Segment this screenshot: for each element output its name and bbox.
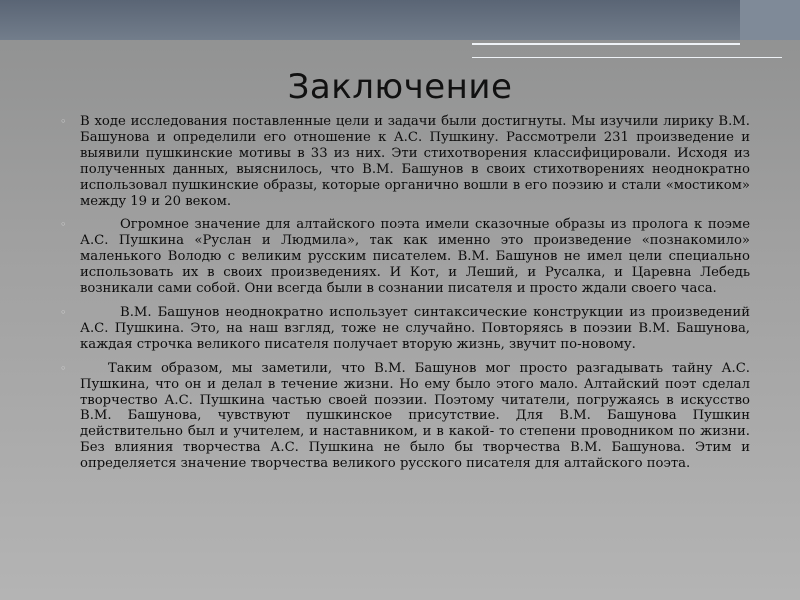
paragraph-4-text: Таким образом, мы заметили, что В.М. Башунов мог просто разгадывать тайну А.С. Пушкина, что он и делал в течение жизни. Но ему было этого мало. Алтайский поэт сделал творчество А.С. Пушкина частью своей поэзии. Поэтому читатели, погружаясь в искусство В.М. Башунова, чувствуют пушкинское присутствие. Для В.М. Башунова Пушкин действительно был и учителем, и наставником, и в какой- то степени проводником по жизни. Без влияния творчества А.С. Пушкина не было бы творчества В.М. Башунова. Этим и определяется значение творчества великого русского писателя для алтайского поэта.	[80, 360, 750, 472]
slide-content	[60, 114, 750, 480]
paragraph-3-text: В.М. Башунов неоднократно использует синтаксические конструкции из произведений А.С. Пушкина. Это, на наш взгляд, тоже не случайно. Повторяясь в поэзии В.М. Башунова, каждая строчка великого писателя получает вторую жизнь, звучит по-новому.	[80, 304, 750, 352]
top-banner	[0, 0, 800, 40]
slide-title: Заключение	[287, 67, 513, 107]
paragraph-1	[60, 114, 750, 209]
bullet-icon: ◦	[60, 361, 67, 375]
bullet-icon: ◦	[60, 115, 67, 128]
decorative-rule-upper	[472, 43, 740, 45]
paragraph-3	[60, 305, 750, 353]
paragraph-2	[60, 217, 750, 297]
paragraph-2-text: Огромное значение для алтайского поэта имели сказочные образы из пролога к поэме А.С. Пушкина «Руслан и Людмила», так как именно это произведение «познакомило» маленького Володю с великим русским писателем. В.М. Башунов не имел цели специально использовать их в своих произведениях. И Кот, и Леший, и Русалка, и Царевна Лебедь возникали сами собой. Они всегда были в сознании писателя и просто ждали своего часа.	[80, 217, 750, 297]
paragraph-1-text: В ходе исследования поставленные цели и задачи были достигнуты. Мы изучили лирику В.М. Башунова и определили его отношение к А.С. Пушкину. Рассмотрели 231 произведение и выявили пушкинские мотивы в 33 из них. Эти стихотворения классифицировали. Исходя из полученных данных, выяснилось, что В.М. Башунов в своих стихотворениях неоднократно использовал пушкинские образы, которые органично вошли в его поэзию и стали «мостиком» между 19 и 20 веком.	[80, 114, 750, 209]
decorative-rule-lower	[472, 57, 782, 58]
bullet-icon: ◦	[60, 305, 67, 319]
paragraph-4	[60, 361, 750, 472]
top-banner-accent	[740, 0, 800, 40]
bullet-icon: ◦	[60, 218, 67, 232]
